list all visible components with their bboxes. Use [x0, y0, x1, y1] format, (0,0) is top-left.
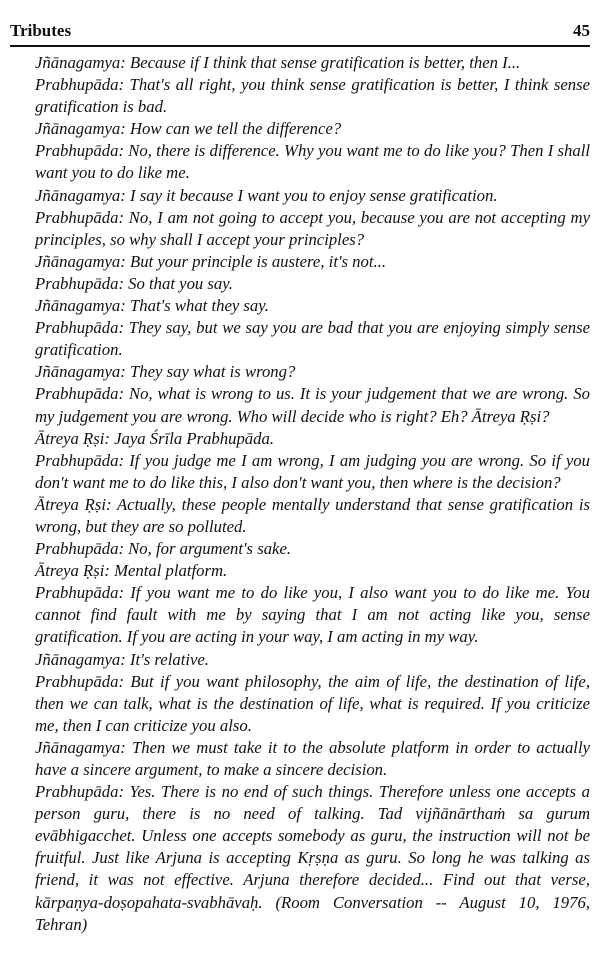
dialogue-line: Prabhupāda: They say, but we say you are bad that you are enjoying simply sense gratification. [35, 318, 590, 360]
page-number: 45 [573, 21, 590, 40]
dialogue-line: Prabhupāda: No, for argument's sake. [35, 539, 292, 559]
dialogue-line: Prabhupāda: But if you want philosophy, the aim of life, the destination of life, then we can talk, what is the destination of life, what is required. If you criticize me, then I can criticize you also. [35, 671, 590, 735]
dialogue-line: Prabhupāda: No, there is difference. Why you want me to do like you? Then I shall want you to do like me. [35, 141, 590, 183]
dialogue-line: Prabhupāda: No, what is wrong to us. It is your judgement that we are wrong. So my judgement you are wrong. Who will decide who is right? Eh? Ātreya Ṛṣi? [35, 384, 590, 426]
dialogue-line: Jñānagamya: That's what they say. [35, 296, 269, 316]
running-head [10, 20, 590, 44]
dialogue-line: Jñānagamya: How can we tell the difference? [35, 119, 342, 139]
dialogue-line: Ātreya Ṛṣi: Mental platform. [35, 561, 228, 581]
dialogue-line: Ātreya Ṛṣi: Actually, these people mentally understand that sense gratification is wrong, but they are so polluted. [35, 494, 590, 536]
dialogue-line: Jñānagamya: They say what is wrong? [35, 362, 296, 382]
dialogue-line: Prabhupāda: So that you say. [35, 273, 233, 293]
dialogue-line: Prabhupāda: That's all right, you think sense gratification is better, I think sense gratification is bad. [35, 75, 590, 117]
dialogue-line: Jñānagamya: Because if I think that sense gratification is better, then I... [35, 53, 521, 72]
conversation-transcript [35, 52, 590, 936]
dialogue-line: Jñānagamya: It's relative. [35, 649, 209, 669]
dialogue-line: Ātreya Ṛṣi: Jaya Śrīla Prabhupāda. [35, 428, 274, 448]
dialogue-line: Jñānagamya: But your principle is austere, it's not... [35, 251, 387, 271]
dialogue-line: Prabhupāda: No, I am not going to accept you, because you are not accepting my principles, so why shall I accept your principles? [35, 207, 590, 249]
running-title: Tributes [10, 21, 72, 40]
dialogue-line: Jñānagamya: Then we must take it to the absolute platform in order to actually have a sincere argument, to make a sincere decision. [35, 737, 590, 779]
dialogue-line: Prabhupāda: Yes. There is no end of such things. Therefore unless one accepts a person guru, there is no need of talking. Tad vijñānārthaṁ sa gurum evābhigacchet. Unless one accepts somebody as guru, the instruction will not be fruitful. Just like Arjuna is accepting Kṛṣṇa as guru. So long he was talking as friend, it was not effective. Arjuna therefore decided... Find out that verse, kārpaṇya-doṣopahata-svabhāvaḥ. (Room Conversation -- August 10, 1976, Tehran) [35, 782, 590, 934]
header-rule [10, 45, 590, 47]
dialogue-line: Jñānagamya: I say it because I want you to enjoy sense gratification. [35, 185, 498, 205]
dialogue-line: Prabhupāda: If you judge me I am wrong, I am judging you are wrong. So if you don't want me to do like this, I also don't want you, then where is the decision? [35, 450, 590, 492]
dialogue-line: Prabhupāda: If you want me to do like you, I also want you to do like me. You cannot find fault with me by saying that I am not acting like you, sense gratification. If you are acting in your way, I am acting in my way. [35, 583, 590, 647]
